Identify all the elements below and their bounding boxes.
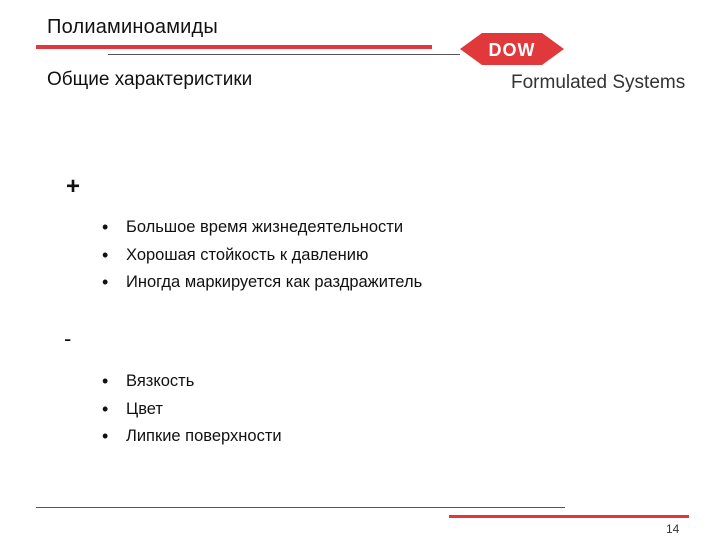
list-item: • Хорошая стойкость к давлению	[102, 242, 422, 270]
footer-red-rule	[449, 515, 689, 518]
list-item: • Большое время жизнедеятельности	[102, 214, 422, 242]
list-item: • Цвет	[102, 396, 282, 424]
dow-logo	[460, 30, 564, 68]
list-item: • Липкие поверхности	[102, 423, 282, 451]
list-item: • Вязкость	[102, 368, 282, 396]
page-subtitle: Общие характеристики	[47, 69, 253, 90]
list-item: • Иногда маркируется как раздражитель	[102, 269, 422, 297]
cons-sign: -	[64, 326, 72, 351]
title-red-rule	[36, 45, 432, 49]
page-title: Полиаминоамиды	[47, 16, 219, 38]
pros-sign: +	[66, 173, 81, 200]
footer-grey-rule	[36, 507, 565, 508]
cons-list	[102, 368, 282, 451]
dow-logo-text: DOW	[488, 40, 536, 60]
registered-mark: ®	[539, 59, 545, 66]
title-grey-rule	[108, 54, 460, 55]
pros-list	[102, 214, 422, 297]
logo-tagline: Formulated Systems	[511, 72, 686, 93]
page-number: 14	[666, 522, 680, 536]
